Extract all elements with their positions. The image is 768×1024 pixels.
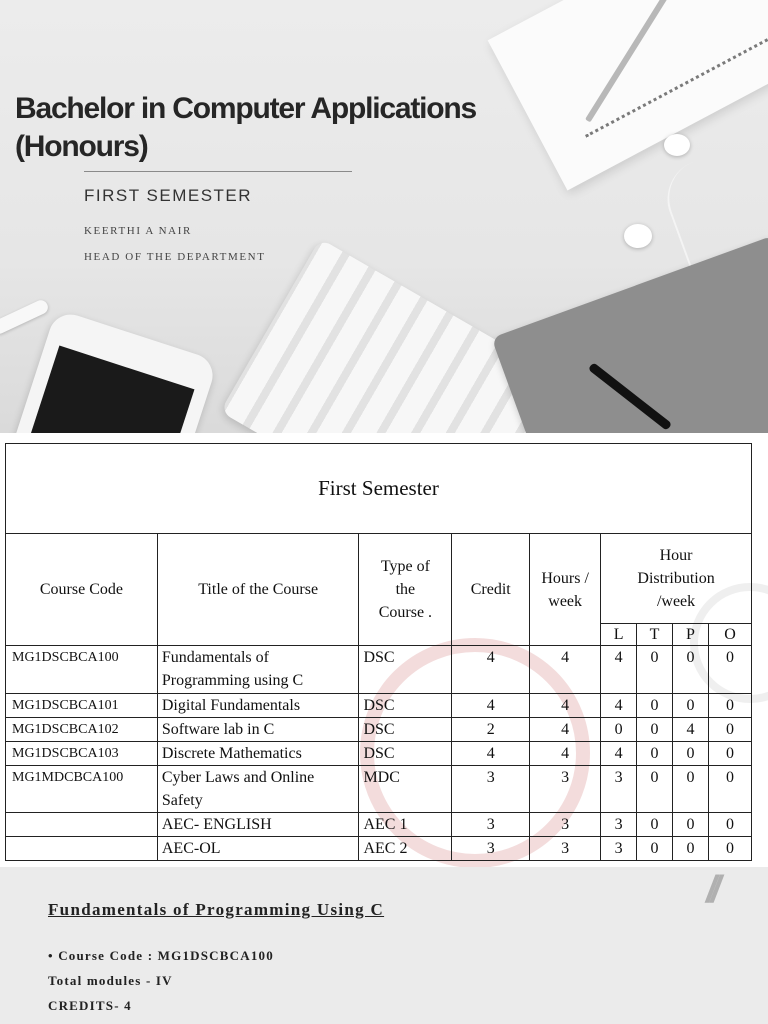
other-hours-cell: 0 xyxy=(708,718,751,742)
credits-line: CREDITS- 4 xyxy=(48,998,132,1013)
course-code-cell: MG1DSCBCA101 xyxy=(6,694,158,718)
course-type-cell: DSC xyxy=(359,646,452,694)
header-hour-distribution: Hour Distribution /week xyxy=(601,534,752,624)
course-code-cell xyxy=(6,837,158,861)
practical-hours-cell: 0 xyxy=(673,694,709,718)
practical-hours-cell: 0 xyxy=(673,766,709,813)
lecture-hours-cell: 0 xyxy=(601,718,637,742)
course-type-cell: DSC xyxy=(359,742,452,766)
header-course-type: Type of the Course . xyxy=(359,534,452,646)
other-hours-cell: 0 xyxy=(708,766,751,813)
course-title-cell: AEC-OL xyxy=(157,837,359,861)
course-table-slide xyxy=(0,433,768,867)
white-pen-image xyxy=(0,298,50,336)
tutorial-hours-cell: 0 xyxy=(637,742,673,766)
title-line-2: (Honours) xyxy=(15,130,148,163)
other-hours-cell: 0 xyxy=(708,813,751,837)
first-semester-table xyxy=(5,443,752,861)
author-name: KEERTHI A NAIR xyxy=(84,225,192,237)
author-role: HEAD OF THE DEPARTMENT xyxy=(84,251,266,263)
course-type-cell: DSC xyxy=(359,718,452,742)
course-code-cell: MG1DSCBCA102 xyxy=(6,718,158,742)
lecture-hours-cell: 3 xyxy=(601,813,637,837)
course-code-cell: MG1DSCBCA100 xyxy=(6,646,158,694)
practical-hours-cell: 0 xyxy=(673,813,709,837)
header-p: P xyxy=(673,624,709,646)
tutorial-hours-cell: 0 xyxy=(637,646,673,694)
header-course-code: Course Code xyxy=(6,534,158,646)
table-row xyxy=(6,718,752,742)
practical-hours-cell: 4 xyxy=(673,718,709,742)
course-code-cell: MG1MDCBCA100 xyxy=(6,766,158,813)
course-type-cell: AEC 1 xyxy=(359,813,452,837)
course-code-line: • Course Code : MG1DSCBCA100 xyxy=(48,948,274,963)
table-row xyxy=(6,694,752,718)
tutorial-hours-cell: 0 xyxy=(637,813,673,837)
total-modules-line: Total modules - IV xyxy=(48,973,173,988)
header-course-title: Title of the Course xyxy=(157,534,359,646)
credit-cell: 4 xyxy=(452,694,530,718)
course-title-cell: Discrete Mathematics xyxy=(157,742,359,766)
hours-cell: 3 xyxy=(530,837,601,861)
decorative-slash-mark: // xyxy=(706,869,716,911)
course-title-cell: Software lab in C xyxy=(157,718,359,742)
hours-cell: 3 xyxy=(530,766,601,813)
fabric-notebook-image xyxy=(491,235,768,433)
course-type-cell: MDC xyxy=(359,766,452,813)
header-hours-week: Hours / week xyxy=(530,534,601,646)
course-title-cell: Cyber Laws and Online Safety xyxy=(157,766,359,813)
lecture-hours-cell: 4 xyxy=(601,742,637,766)
hours-cell: 4 xyxy=(530,718,601,742)
credit-cell: 4 xyxy=(452,742,530,766)
hours-cell: 4 xyxy=(530,646,601,694)
header-t: T xyxy=(637,624,673,646)
header-o: O xyxy=(708,624,751,646)
title-slide xyxy=(0,0,768,433)
credit-cell: 2 xyxy=(452,718,530,742)
credit-cell: 3 xyxy=(452,837,530,861)
tutorial-hours-cell: 0 xyxy=(637,766,673,813)
header-credit: Credit xyxy=(452,534,530,646)
course-title-cell: Digital Fundamentals xyxy=(157,694,359,718)
lecture-hours-cell: 4 xyxy=(601,694,637,718)
table-title: First Semester xyxy=(6,444,752,534)
table-row xyxy=(6,813,752,837)
table-row xyxy=(6,766,752,813)
other-hours-cell: 0 xyxy=(708,646,751,694)
course-code-cell xyxy=(6,813,158,837)
other-hours-cell: 0 xyxy=(708,694,751,718)
lecture-hours-cell: 4 xyxy=(601,646,637,694)
other-hours-cell: 0 xyxy=(708,837,751,861)
earbud-image xyxy=(664,134,690,156)
earbud-image xyxy=(624,224,652,248)
header-l: L xyxy=(601,624,637,646)
tutorial-hours-cell: 0 xyxy=(637,718,673,742)
hours-cell: 4 xyxy=(530,742,601,766)
tutorial-hours-cell: 0 xyxy=(637,837,673,861)
other-hours-cell: 0 xyxy=(708,742,751,766)
course-title-cell: AEC- ENGLISH xyxy=(157,813,359,837)
tutorial-hours-cell: 0 xyxy=(637,694,673,718)
smartphone-image xyxy=(0,309,218,433)
table-row xyxy=(6,646,752,694)
title-divider xyxy=(84,171,352,172)
course-type-cell: AEC 2 xyxy=(359,837,452,861)
practical-hours-cell: 0 xyxy=(673,837,709,861)
presentation-title xyxy=(15,90,535,166)
title-line-1: Bachelor in Computer Applications xyxy=(15,92,477,125)
course-heading: Fundamentals of Programming Using C xyxy=(48,900,385,919)
course-detail-slide xyxy=(0,867,768,1024)
table-row xyxy=(6,837,752,861)
credit-cell: 3 xyxy=(452,766,530,813)
course-type-cell: DSC xyxy=(359,694,452,718)
course-code-cell: MG1DSCBCA103 xyxy=(6,742,158,766)
lecture-hours-cell: 3 xyxy=(601,766,637,813)
hours-cell: 4 xyxy=(530,694,601,718)
subtitle: FIRST SEMESTER xyxy=(84,186,253,205)
practical-hours-cell: 0 xyxy=(673,646,709,694)
lecture-hours-cell: 3 xyxy=(601,837,637,861)
credit-cell: 3 xyxy=(452,813,530,837)
table-row xyxy=(6,742,752,766)
course-title-cell: Fundamentals of Programming using C xyxy=(157,646,359,694)
credit-cell: 4 xyxy=(452,646,530,694)
hours-cell: 3 xyxy=(530,813,601,837)
practical-hours-cell: 0 xyxy=(673,742,709,766)
